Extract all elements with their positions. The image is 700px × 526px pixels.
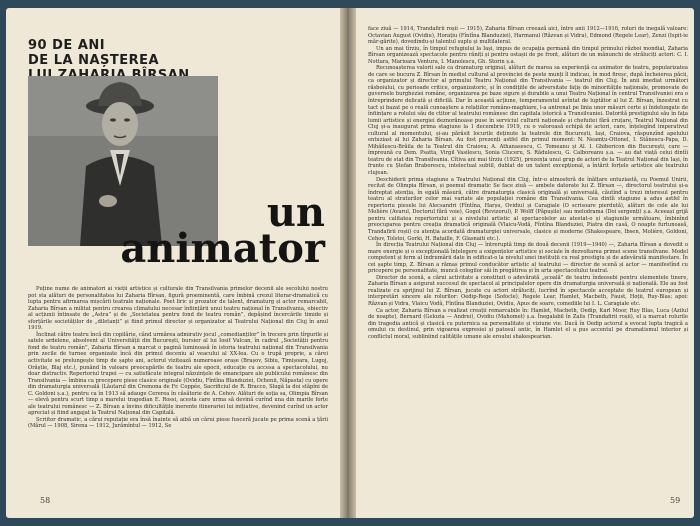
heading-line-2: DE LA NAȘTEREA xyxy=(28,53,160,68)
right-paragraph: Recunoașterea valorii sale ca dramaturg original, alături de marea sa experiență ca animator de teatru, popularizatea de care se bucura Z. Bîrsan în mediul cultural al provinciei de peste munți îl indicau, în mod firesc, după încheierea păcii, ca organizator și director al primului Teatru Național din Transilvania — teatrul din Cluj. În anii imediat următori răsboiului, cu perioade critice, organizatoric, și în condițiile de adversitate fațiș de minoritățile naționale, promovate de guvernele burgheziei române, organizarea pe baze sigure și durabile a unui Teatru Național în centrul Transilvaniei era o întreprindere delicată și dificilă. Dar în această acțiune, temperamentul avîntat de luptător al lui Z. Bîrsan, înzestrat cu tact și bazat pe o reală cunoaștere a relațiilor româno-maghiare, l-a antrenat pe linia unor măsuri certe și îndelungate de înființare a rolului său de ctitor al teatrului românesc din capitala istorică a Transilvaniei. Datorită prestigiului său în fața lumii artistice și energiei deznorănoase puse în serviciul culturii naționale și chefuitei fără cruțare, Teatrul Național din Cluj și-a inaugurat prima stagiune la 1 decembrie 1919, cu o valoroasă echipă de actori, care, înțelegînd imperativul cultural al momentului, și-au părăsit locurile deținute la teatrele din București, Iași, Craiova, răspunzînd apelului entuziast al lui Zaharia Bîrsan. Au fost prezenți astfel din primul moment: N. Neamțu-Ottonel, I. Stănescu-Papa, D. Mihăilescu-Brăila de la Teatrul din Craiova; A. Athanasescu, C. Tomeanu și Al. I. Ghibericon din București, care — împreună cu Dem. Psatta, Virgil Vasilescu, Sonia Cluceru, S. Rădulescu, G. Calboreanu ș.a. — au dat viață celui dintîi teatru de stat din Transilvania. Cîtiva ani mai tîrziu (1925), prezența unui grup de actori de la Teatrul Național din Iași, în frunte cu Ștefan Braborescu, intelectual subtil, dublat de un talent excepțional, a întărit forțele artistice ale teatrului clujean. xyxy=(368,65,688,177)
heading-line-1: 90 DE ANI xyxy=(28,38,106,53)
title-line-1: un xyxy=(266,189,325,236)
left-paragraph: Înclinat către teatru încă din copilărie, când urmărea admirativ jocul „comedianților” în trecere prin tîrgurile și satele ardelene, absolvent al Universității din București, bursier al lui Iosif Vulcan, în cadrul „Societății pentru fond de teatru român”, Zaharia Bîrsan a marcat o pagină luminoasă în istoria teatrului național din Transilvania prin zecile de turnee organizate încă din primul deceniu al veacului al XX-lea. Cu o trupă proprie, a cărei activitate se prelungește timp de șapte ani, actorul vizitează numeroase orașe (Brașov, Sibiu, Timișoara, Lugoj, Orăștie, Blaj etc.), punând în valoare preocupările de teatru ale epocii, educație cu accesa a spectacolului, nu doar distractiv. Repertoriul trupei — cu satisfăcute integral năzuințele de emancipare ale publicului românesc din Transilvania — îmbina ca precepere piese clasice originale (Ovidiu, Fîntîna Blanduziei, Ochenii, Năpasta) cu opere din dramaturgia universală (Lăutarul din Cremona de Fr. Coppée, Sacrificiul de R. Bracco, Slugă la doi stăpîni de C. Goldoni ș.a.), pentru ca în 1913 să adauge Cererea în căsătorie de A. Cehov. Alături de soția sa, Olimpia Bîrsan — elevă pentru scurt timp a marelui tragedian E. Rossi, acesta care urma să devină curînd una din marile forțe ale teatrului românesc — Z. Bîrsan a învins dificultățile inerente itinerariei lui inițiative, devenind curînd un actor apreciat și fiind angajat la Teatrul Național din Capitală. xyxy=(28,331,328,417)
right-paragraph: Un an mai tîrziu, în timpul refugiului la Iași, impus de ocupația germană din timpul primului război mondial, Zaharia Bîrsan organizează spectacole pentru răniți și pentru ostașii de pe front, alături de un mănunchi de străluciți actori: C. I. Nottara, Marioara Ventura, I. Manolescu, Gh. Storin ș.a. xyxy=(368,45,688,65)
right-body-text xyxy=(368,26,688,340)
left-body-text xyxy=(28,286,328,430)
left-paragraph: Puține nume de animatori ai vieții artistice și culturale din Transilvania primelor decenii ale secolului nostru pot sta alături de personalitatea lui Zaharia Bîrsan, figură proeminentă, care îmbină crezul literar-dramatică cu lupta pentru afirmarea mișcării teatrale naționale. Poet liric și prozator de talent, dramaturg și actor remarcabil, Zaharia Bîrsan a militat pentru crearea climatului necesar înființării unui teatru național în Transilvania, obiectiv al acțiunii întinsate de „Astra” și de „Societatea pentru fond de teatru român”, depășind încercările timide și sforțările societăților de „diletanți” și fiind primul director și organizator al Teatrului Național din Cluj în anul 1919. xyxy=(28,286,328,332)
page-gutter xyxy=(340,8,356,518)
right-paragraph: Director de scenă, a cărui activitate a constituit o adevărată „școală” de teatru îndeosebi pentru elementele tinere, Zaharia Bîrsan a asigurat succesul de spectacol al principalelor opere din dramaturgia universală și națională. Ele au fost realizate cu sprijinul lui Z. Bîrsan, jucate cu actori străluciți, lucrînd în spectacole acceptate de teatrul european și interpretări sincere ale rolurilor: Oedip-Rege (Sofocle), Regele Lear, Hamlet, Macbeth, Faust, Hoții, Ruy-Blas; apoi: Răzvan și Vidra, Vlaicu Vodă, Fîntîna Blanduziei, Ovidiu, Apus de soare, comediile lui I. L. Caragiale etc. xyxy=(368,274,688,307)
right-paragraph: În direcția Teatrului Național din Cluj — întreruptă timp de două decenii (1919—1940) —, Zaharia Bîrsan a dovedit o mare energie și o excepțională înțelegere a exigențelor artistice și sociale în dezvoltarea primei scene transilvane. Model competent și ferm al îndrumării date în edificat-o la nivelul unei instituții cu real prestigiu și de adevărată manifestare. În cei șapte timp, Z. Bîrsan a rămas primul conducător artistic al teatrului — director de scenă și actor — manifestînd cu pricepere pe personalitate, muncă colegilor săi în pregătirea și în arta spectacolului teatral. xyxy=(368,242,688,275)
right-paragraph: Ca actor, Zaharia Bîrsan a realizat creații remarcabile în: Hamlet, Macbeth, Oedip, Karl Moor, Ruy Blas, Luca (Azilul de noapte), Bernard (Gelozia — Andrei), Ovidiu (Mahomet) ș.a. Înegalabil în Zalis (Trandafirii roșii), el a marcat rolurile din tragedia antică și clasică cu puternica sa personalitate și viziune vie. Dacă în Oedip actorul a evocat lupta tragică a omului cu destinul, prin vigoarea expresiei și patosul antic, în Hamlet el a pus accentul pe dramatismul interior și conflictul moral, subliniind calitățile umane ale eroului shakespearian. xyxy=(368,307,688,340)
page-number-left: 58 xyxy=(40,496,51,505)
left-paragraph: Scriitor dramatic, a cărui reputație era însă înainte să aibă un cărui piese fusceră jucate pe prima scenă a țării (Mărul — 1908, Sirena — 1912, Jurămîntul — 1912, Se xyxy=(28,416,328,430)
right-paragraph: face ziuă — 1914, Trandafirii roșii — 1915), Zaharia Bîrsan creează aici, între anii 1912—1916, roluri de inegală valoare: Octavian August (Ovidiu), Horațiu (Fîntîna Blanduziei), Harmanul (Răzvan și Vidra), Edmond (Regele Lear), Zenzi (Ispit-ie măr-gărite), dovedindu-și talentul suplu și multilateral. xyxy=(368,26,688,46)
title-line-2: animator xyxy=(120,225,325,272)
page-number-right: 59 xyxy=(670,496,681,505)
article-title xyxy=(100,189,325,272)
right-paragraph: Deschiderii prima stagiune a Teatrului Național din Cluj, într-o atmosferă de înălțare entuziastă, cu Poemul Unirii, recitat de Olimpia Bîrsan, și poemul dramatic Se face ziuă — ambele datorate lui Z. Bîrsan —, directorul teatrului și-a îndreptat atenția, în egală măsură, către dramaturgia clasică originală și universală, căutînd a trezi interesul pentru teatru al straturilor celor mai variate ale populației române din Transilvania. Cea dintîi stagiune a adus astfel în repertoriu piesele lui Alecsandri (Fîntîna, Harșu, Ovidiu) și Caragiale (O scrisoare pierdută), alături de cele ale lui Molière (Avarul, Doctorul fără voie), Gogol (Revizorul), P. Wolff (Păpușile) sau melodrama (Doi sergenți) ș.a. Aceeași grijă pentru calitatea repertoriului și a nivelului artistic al spectacolelor au atestat-o și stagiunile următoare, îmbinînd preocuparea pentru creația dramatică originală (Vlaicu-Vodă, Fîntîna Blanduziei, Piatra din casă, O noapte furtunoasă, Trandafirii roșii) cu atenția acordată dramaturgiei universale, clasice și moderne (Shakespeare, Ibsen, Molière, Goldoni, Cehov, Tolstoi, Gorki, H. Bataille, F. Glasnaiti etc.). xyxy=(368,176,688,242)
